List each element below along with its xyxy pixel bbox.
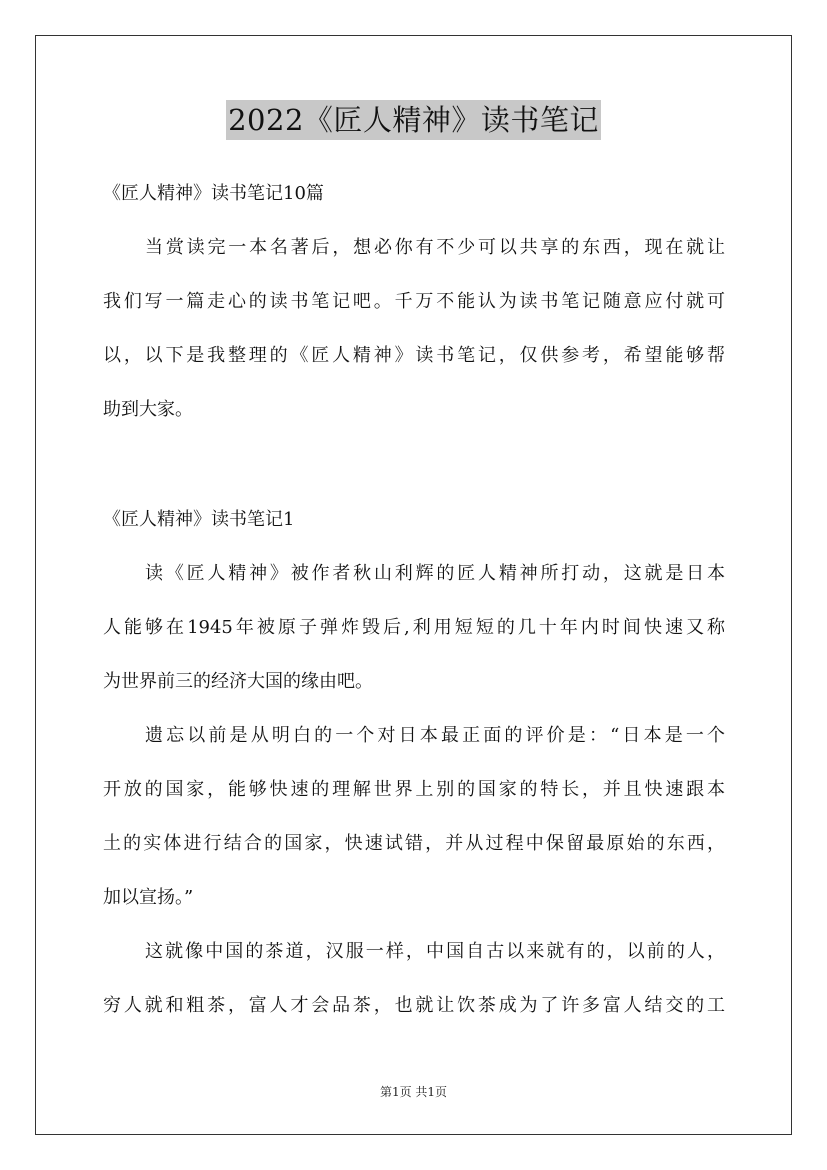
document-title: 2022《匠人精神》读书笔记 — [226, 100, 601, 140]
section-heading: 《匠人精神》读书笔记1 — [103, 509, 295, 530]
intro-line-4: 助到大家。 — [103, 399, 193, 420]
intro-line-3: 以，以下是我整理的《匠人精神》读书笔记，仅供参考，希望能够帮 — [103, 345, 725, 366]
body-line-1: 读《匠人精神》被作者秋山利辉的匠人精神所打动，这就是日本 — [145, 563, 725, 584]
intro-line-1: 当赏读完一本名著后，想必你有不少可以共享的东西，现在就让 — [145, 237, 725, 258]
title-container — [0, 100, 827, 140]
body-line-8: 这就像中国的茶道，汉服一样，中国自古以来就有的，以前的人， — [145, 941, 725, 962]
body-line-4: 遗忘以前是从明白的一个对日本最正面的评价是：“日本是一个 — [145, 725, 725, 746]
page-footer: 第1页 共1页 — [379, 1085, 448, 1099]
body-line-3: 为世界前三的经济大国的缘由吧。 — [103, 671, 373, 692]
intro-line-2: 我们写一篇走心的读书笔记吧。千万不能认为读书笔记随意应付就可 — [103, 291, 725, 312]
body-line-9: 穷人就和粗茶，富人才会品茶，也就让饮茶成为了许多富人结交的工 — [103, 995, 725, 1016]
body-line-6: 土的实体进行结合的国家，快速试错，并从过程中保留最原始的东西， — [103, 833, 725, 854]
body-line-5: 开放的国家，能够快速的理解世界上别的国家的特长，并且快速跟本 — [103, 779, 725, 800]
body-line-2: 人能够在1945年被原子弹炸毁后,利用短短的几十年内时间快速又称 — [103, 617, 725, 638]
document-subtitle: 《匠人精神》读书笔记10篇 — [103, 183, 324, 204]
body-line-7: 加以宣扬。” — [103, 887, 194, 908]
